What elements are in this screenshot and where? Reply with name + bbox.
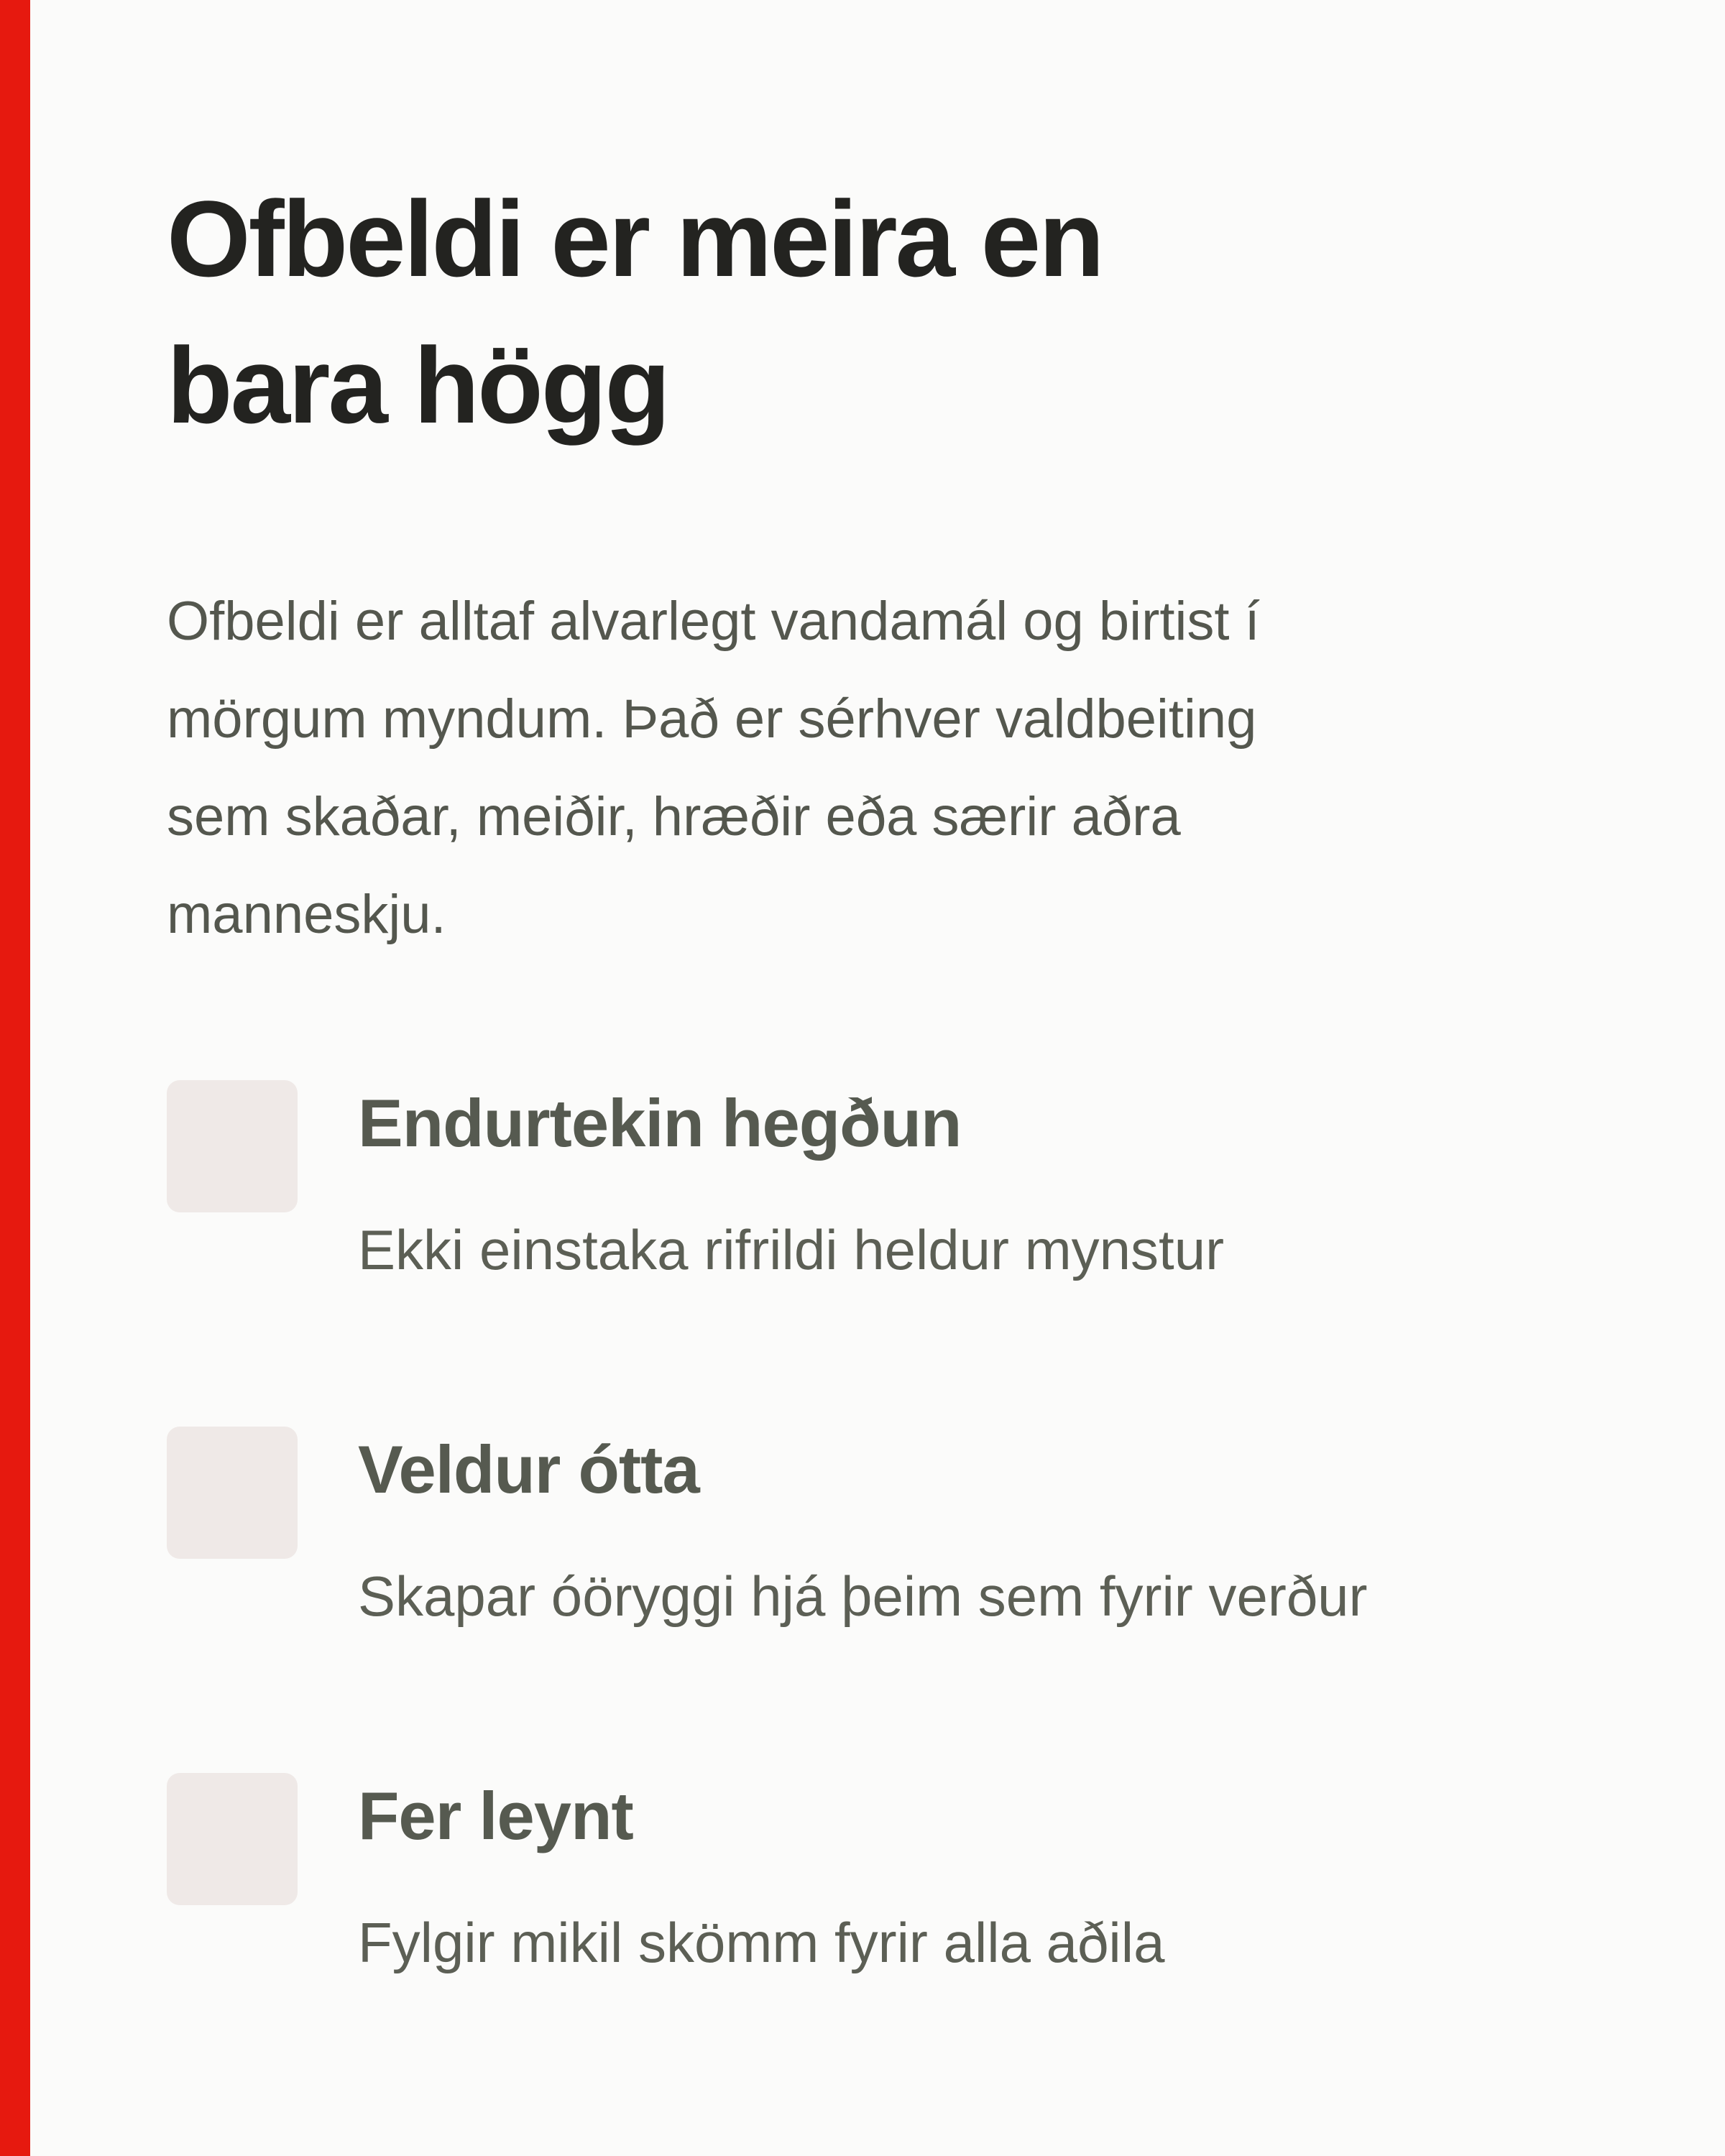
item-description: Skapar óöryggi hjá þeim sem fyrir verður	[358, 1565, 1368, 1628]
items-list	[167, 1080, 1647, 1973]
page-title	[167, 165, 1647, 459]
item-icon-box	[167, 1080, 298, 1212]
item-icon-box	[167, 1427, 298, 1559]
page-title-line-1: Ofbeldi er meira en	[167, 178, 1103, 299]
intro-line-2: mörgum myndum. Það er sérhver valdbeiting	[167, 688, 1257, 750]
page-title-line-2: bara högg	[167, 325, 669, 446]
intro-line-1: Ofbeldi er alltaf alvarlegt vandamál og birtist í	[167, 591, 1260, 652]
intro-line-4: manneskju.	[167, 884, 446, 945]
item-text	[358, 1427, 1368, 1626]
item-icon-box	[167, 1773, 298, 1905]
list-item	[167, 1773, 1647, 1973]
item-text	[358, 1080, 1224, 1280]
item-description: Fylgir mikil skömm fyrir alla aðila	[358, 1911, 1165, 1974]
list-item	[167, 1080, 1647, 1280]
accent-bar	[0, 0, 30, 2156]
content	[167, 0, 1647, 1973]
intro-line-3: sem skaðar, meiðir, hræðir eða særir aðra	[167, 786, 1181, 847]
item-heading: Endurtekin hegðun	[358, 1085, 962, 1161]
list-item	[167, 1427, 1647, 1626]
item-text	[358, 1773, 1164, 1973]
intro-paragraph	[167, 573, 1647, 964]
item-description: Ekki einstaka rifrildi heldur mynstur	[358, 1218, 1225, 1281]
item-heading: Fer leynt	[358, 1778, 633, 1853]
item-heading: Veldur ótta	[358, 1432, 699, 1507]
